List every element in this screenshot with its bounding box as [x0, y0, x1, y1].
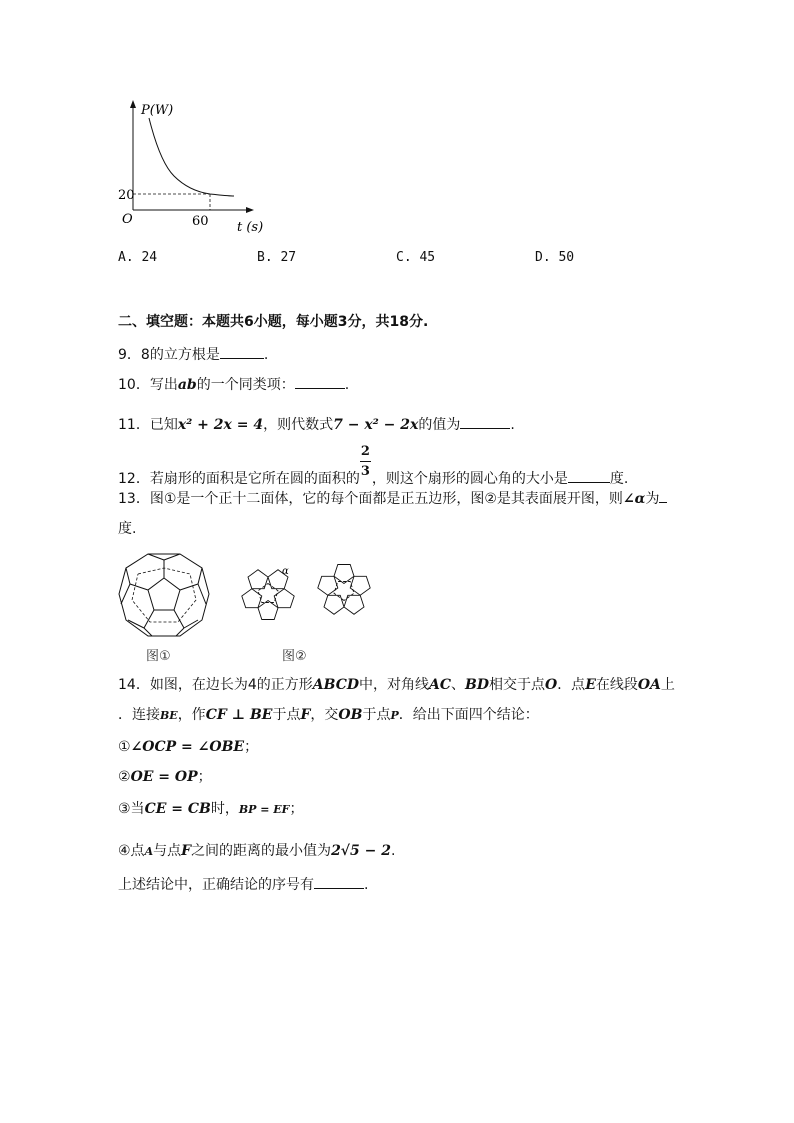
math-c4: 2√5 − 2: [331, 843, 391, 859]
power-curve: [149, 118, 234, 196]
power-time-graph: [112, 96, 282, 236]
x-tick-label: 60: [192, 214, 209, 229]
question-13-line2: 度.: [118, 521, 137, 537]
option-d[interactable]: D. 50: [535, 250, 575, 265]
right-cluster-petal-pentagon: [344, 595, 364, 614]
right-cluster-petal-pentagon: [334, 565, 354, 584]
question-14-line2: ．连接BE，作CF ⊥ BE于点F，交OB于点P．给出下面四个结论：: [118, 707, 539, 723]
answer-blank-9[interactable]: [220, 344, 264, 359]
math-ob: OB: [338, 707, 363, 723]
math-p: P: [390, 709, 399, 722]
math-oa: OA: [637, 677, 661, 693]
math-e: E: [585, 677, 596, 693]
math-be: BE: [160, 709, 178, 722]
math-c2: OE = OP: [130, 769, 198, 785]
left-cluster-petal-pentagon: [242, 589, 262, 608]
math-a: A: [144, 845, 154, 858]
math-ab: ab: [177, 377, 197, 393]
math-c1: ∠OCP = ∠OBE: [130, 739, 245, 755]
math-condition: x² + 2x = 4: [177, 417, 264, 433]
answer-blank-13[interactable]: [659, 488, 667, 503]
figure-2-caption: 图②: [282, 649, 307, 664]
left-cluster-petal-pentagon: [248, 570, 268, 589]
conclusion-2: ②OE = OP；: [118, 769, 212, 785]
option-b[interactable]: B. 27: [257, 250, 297, 265]
option-c[interactable]: C. 45: [396, 250, 436, 265]
dodecahedron-front-face: [148, 578, 180, 610]
dodecahedron-net-figure: [232, 552, 378, 632]
dodecahedron-figure: [118, 552, 210, 640]
answer-blank-14[interactable]: [314, 874, 364, 889]
right-cluster-petal-pentagon: [318, 576, 338, 595]
conclusion-3: ③当CE = CB时，BP = EF；: [118, 801, 304, 817]
option-a[interactable]: A. 24: [118, 250, 158, 265]
figure-1-caption: 图①: [146, 649, 171, 664]
left-cluster-petal-pentagon: [258, 601, 278, 620]
left-cluster-petal-pentagon: [274, 589, 294, 608]
math-c3a: CE = CB: [144, 801, 211, 817]
question-13-line1: 13．图①是一个正十二面体，它的每个面都是正五边形，图②是其表面展开图，则∠α为: [118, 488, 667, 508]
y-axis-label: P(W): [141, 103, 174, 118]
question-12: 12．若扇形的面积是它所在圆的面积的 $\frac{2}{3}$ ，则这个扇形的圆心角的大小是 度.: [118, 444, 629, 487]
math-c3b: BP = EF: [238, 803, 290, 816]
question-14-summary: 上述结论中，正确结论的序号有 .: [118, 874, 368, 894]
question-9: 9．8的立方根是 .: [118, 344, 268, 364]
math-abcd: ABCD: [312, 677, 359, 693]
math-bd: BD: [465, 677, 489, 693]
x-axis-label: t (s): [237, 220, 264, 235]
question-14-line1: 14．如图，在边长为4的正方形ABCD中，对角线AC、BD相交于点O．点E在线段OA上: [118, 677, 675, 693]
angle-alpha: ∠α: [622, 491, 646, 507]
question-10: 10．写出ab的一个同类项： .: [118, 374, 349, 394]
section-title: 二、填空题：本题共6小题，每小题3分，共18分.: [118, 314, 429, 330]
answer-blank-10[interactable]: [295, 374, 345, 389]
math-expression: 7 − x² − 2x: [333, 417, 419, 433]
alpha-angle-label: α: [282, 566, 289, 577]
answer-blank-11[interactable]: [460, 414, 510, 429]
conclusion-4: ④点A与点F之间的距离的最小值为2√5 − 2.: [118, 843, 396, 859]
y-axis-arrow: [130, 100, 136, 108]
right-cluster-petal-pentagon: [324, 595, 344, 614]
x-axis-arrow: [246, 207, 254, 213]
answer-blank-12[interactable]: [568, 468, 610, 483]
math-f2: F: [181, 843, 192, 859]
math-cf-perp-be: CF ⊥ BE: [205, 707, 273, 723]
origin-label: O: [122, 212, 133, 227]
conclusion-1: ①∠OCP = ∠OBE；: [118, 739, 259, 755]
y-tick-label: 20: [118, 188, 135, 203]
math-o: O: [544, 677, 558, 693]
question-11: 11．已知x² + 2x = 4，则代数式7 − x² − 2x的值为 .: [118, 414, 515, 434]
right-cluster-petal-pentagon: [350, 576, 370, 595]
fraction-two-thirds: $\frac{2}{3}$: [360, 444, 370, 479]
math-ac: AC: [428, 677, 451, 693]
math-f: F: [300, 707, 311, 723]
